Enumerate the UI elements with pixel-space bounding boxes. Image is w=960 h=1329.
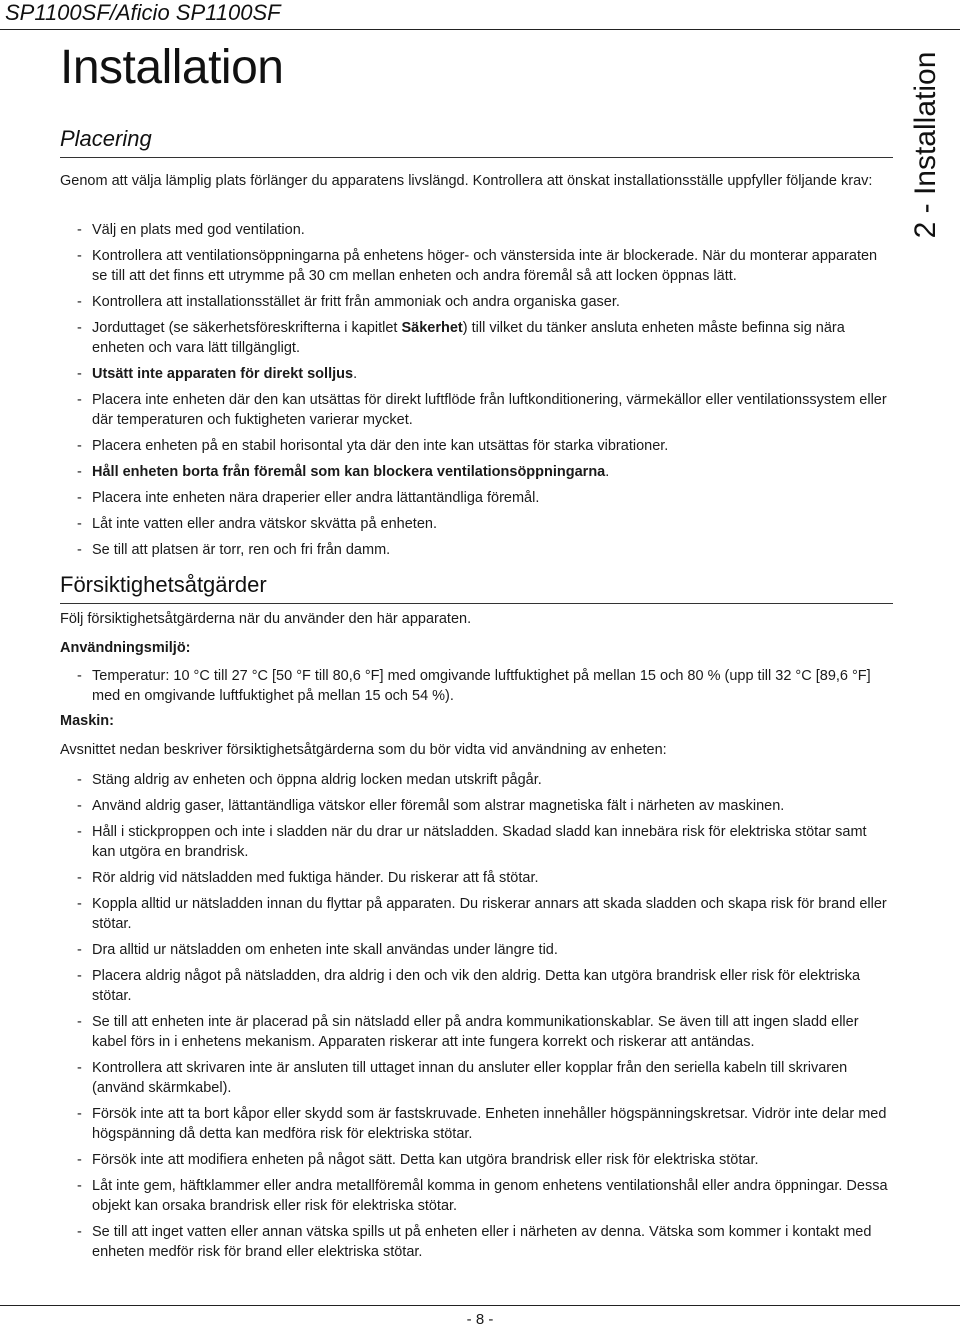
list-item: [77, 868, 892, 888]
list-item-text: Se till att enheten inte är placerad på sin nätsladd eller på andra kommunikationskablar. Se även till att ingen sladd eller kabel förs in i enhetens mekanism. Apparaten riskerar att inte fungera korrekt och riskerar att antändas.: [92, 1014, 859, 1050]
list-item-text: ) till vilket du tänker ansluta enheten måste befinna sig nära enheten och vara lätt tillgängligt.: [92, 320, 845, 356]
list-item: [77, 364, 892, 384]
section-heading-placement: Placering: [60, 126, 893, 158]
list-item-text: Kontrollera att ventilationsöppningarna på enhetens höger- och vänstersida inte är blockerade. När du monterar apparaten se till att det finns ett utrymme på 30 cm mellan enheten och andra föremål så att locken öppnas lätt.: [92, 248, 878, 284]
list-item: [77, 390, 892, 430]
list-item-text: Placera inte enheten där den kan utsättas för direkt luftflöde från luftkonditionering, värmekällor eller ventilationssystem eller där temperaturen och fuktigheten varierar mycket.: [92, 392, 887, 428]
list-item-text: Koppla alltid ur nätsladden innan du flyttar på apparaten. Du riskerar annars att skada sladden och skapa risk för brand eller stötar.: [92, 896, 887, 932]
environment-label: Användningsmiljö:: [60, 640, 191, 656]
placement-list: [77, 220, 892, 566]
list-item-text: Temperatur: 10 °C till 27 °C [50 °F till 80,6 °F] med omgivande luftfuktighet på mellan 15 och 80 % (upp till 32 °C [89,6 °F] med en omgivande luftfuktighet på mellan 15 och 54 %).: [92, 668, 871, 704]
list-item: [77, 318, 892, 358]
list-item: [77, 488, 892, 508]
footer-divider: [0, 1305, 960, 1306]
list-item-text: Placera inte enheten nära draperier eller andra lättantändliga föremål.: [92, 490, 540, 506]
list-item-text: Placera aldrig något på nätsladden, dra aldrig i den och vik den aldrig. Detta kan utgöra brandrisk eller risk för elektriska stötar.: [92, 968, 861, 1004]
list-item-text: Låt inte vatten eller andra vätskor skvätta på enheten.: [92, 516, 437, 532]
list-item: [77, 1150, 892, 1170]
list-item-text: .: [605, 464, 610, 480]
list-item-text: Se till att inget vatten eller annan vätska spills ut på enheten eller i närheten av denna. Vätska som kommer i kontakt med enheten medför risk för brand eller elektriska stötar.: [92, 1224, 872, 1260]
precautions-intro: Följ försiktighetsåtgärderna när du använder den här apparaten.: [60, 611, 472, 627]
list-item: [77, 940, 892, 960]
list-item: [77, 666, 892, 706]
machine-list: [77, 770, 892, 1268]
list-item-text: Håll i stickproppen och inte i sladden när du drar ur nätsladden. Skadad sladd kan innebära risk för elektriska stötar samt kan utgöra en brandrisk.: [92, 824, 867, 860]
list-item: [77, 770, 892, 790]
list-item-text: Stäng aldrig av enheten och öppna aldrig locken medan utskrift pågår.: [92, 772, 542, 788]
header-model-title: SP1100SF/Aficio SP1100SF: [5, 0, 281, 25]
list-item-text: Kontrollera att skrivaren inte är ansluten till uttaget innan du ansluter eller kopplar från den seriella kabeln till skrivaren (använd skärmkabel).: [92, 1060, 848, 1096]
list-item-text: Låt inte gem, häftklammer eller andra metallföremål komma in genom enhetens ventilationshål eller andra öppningar. Dessa objekt kan orsaka brandrisk eller risk för elektriska stötar.: [92, 1178, 888, 1214]
list-item: [77, 894, 892, 934]
list-item-text: Placera enheten på en stabil horisontal yta där den inte kan utsättas för starka vibrationer.: [92, 438, 669, 454]
section-heading-precautions: Försiktighetsåtgärder: [60, 572, 893, 604]
list-item: [77, 1222, 892, 1262]
list-item: [77, 796, 892, 816]
list-item: [77, 220, 892, 240]
list-item-emphasis: Håll enheten borta från föremål som kan blockera ventilationsöppningarna: [92, 464, 606, 480]
list-item: [77, 1176, 892, 1216]
page-number: - 8 -: [466, 1311, 494, 1328]
list-item-text: Försök inte att modifiera enheten på något sätt. Detta kan utgöra brandrisk eller risk för elektriska stötar.: [92, 1152, 759, 1168]
list-item-text: Försök inte att ta bort kåpor eller skydd som är fastskruvade. Enheten innehåller högspänningskretsar. Vidrör inte delar med högspänning då detta kan medföra risk för elektriska stötar.: [92, 1106, 887, 1142]
list-item-text: Välj en plats med god ventilation.: [92, 222, 305, 238]
list-item-text: Se till att platsen är torr, ren och fri från damm.: [92, 542, 391, 558]
list-item: [77, 462, 892, 482]
placement-intro: Genom att välja lämplig plats förlänger du apparatens livslängd. Kontrollera att önskat installationsställe uppfyller följande krav:: [60, 173, 873, 189]
header-divider: [0, 29, 960, 30]
page-title: Installation: [60, 41, 284, 94]
environment-list: [77, 666, 892, 712]
chapter-side-tab: [908, 35, 944, 255]
list-item: [77, 1012, 892, 1052]
list-item: [77, 1058, 892, 1098]
list-item-text: Använd aldrig gaser, lättantändliga vätskor eller föremål som alstrar magnetiska fält i närheten av maskinen.: [92, 798, 785, 814]
list-item: [77, 514, 892, 534]
list-item: [77, 822, 892, 862]
machine-intro: Avsnittet nedan beskriver försiktighetsåtgärderna som du bör vidta vid användning av enheten:: [60, 742, 667, 758]
list-item-text: Rör aldrig vid nätsladden med fuktiga händer. Du riskerar att få stötar.: [92, 870, 539, 886]
list-item-text: Jorduttaget (se säkerhetsföreskrifterna i kapitlet: [92, 320, 402, 336]
list-item: [77, 436, 892, 456]
chapter-side-tab-label: 2 - Installation: [909, 51, 942, 239]
list-item-text: Kontrollera att installationsstället är fritt från ammoniak och andra organiska gaser.: [92, 294, 620, 310]
list-item: [77, 292, 892, 312]
machine-label: Maskin:: [60, 713, 114, 729]
list-item-text: Dra alltid ur nätsladden om enheten inte skall användas under längre tid.: [92, 942, 558, 958]
list-item-text: .: [353, 366, 358, 382]
list-item: [77, 246, 892, 286]
list-item-emphasis: Säkerhet: [401, 320, 463, 336]
list-item: [77, 1104, 892, 1144]
list-item-emphasis: Utsätt inte apparaten för direkt solljus: [92, 366, 354, 382]
list-item: [77, 966, 892, 1006]
list-item: [77, 540, 892, 560]
